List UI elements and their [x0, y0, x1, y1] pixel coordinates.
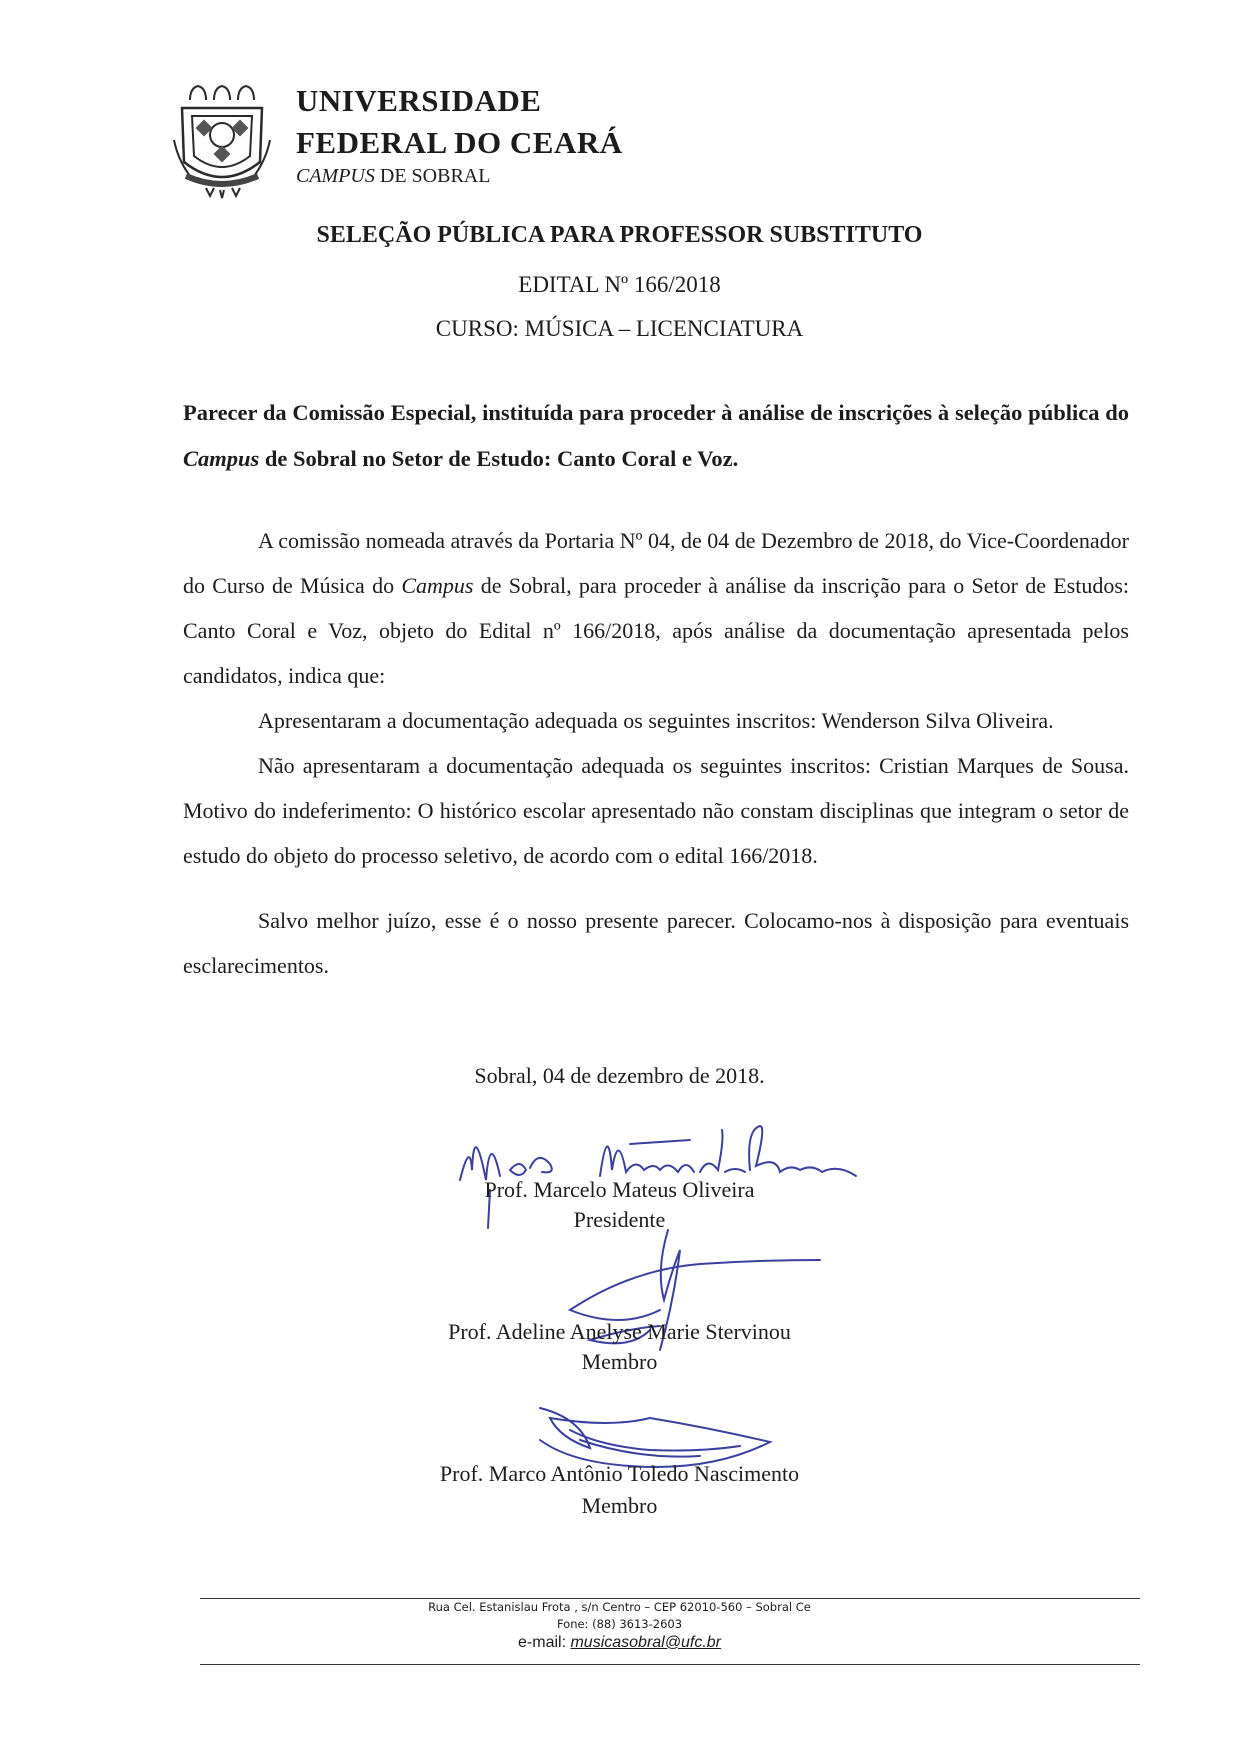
- course-name: CURSO: MÚSICA – LICENCIATURA: [435, 316, 804, 341]
- selection-title: SELEÇÃO PÚBLICA PARA PROFESSOR SUBSTITUTO: [316, 222, 923, 248]
- edital-number: EDITAL Nº 166/2018: [518, 272, 721, 297]
- footer-bottom-rule: [200, 1664, 1140, 1665]
- paragraph-commission-a: A comissão nomeada através da Portaria Nº 04, de 04 de Dezembro de 2018, do Vice-Coordenador do Curso de Música do: [183, 528, 1129, 598]
- signatory-role-2: Membro: [581, 1349, 658, 1374]
- paragraph-rejected: Não apresentaram a documentação adequada os seguintes inscritos: Cristian Marques de Sousa. Motivo do indeferimento: O histórico escolar apresentado não constam disciplinas que integram o setor de estudo do objeto do processo seletivo, de acordo com o edital 166/2018.: [183, 753, 1129, 868]
- signatory-name-3: Prof. Marco Antônio Toledo Nascimento: [439, 1461, 800, 1486]
- signatory-role-1: Presidente: [573, 1207, 666, 1232]
- footer-address: Rua Cel. Estanislau Frota , s/n Centro – CEP 62010-560 – Sobral Ce: [428, 1600, 811, 1614]
- parecer-campus: Campus: [183, 446, 260, 471]
- paragraph-closing: Salvo melhor juízo, esse é o nosso presente parecer. Colocamo-nos à disposição para eventuais esclarecimentos.: [183, 908, 1129, 978]
- paragraph-commission-campus: Campus: [401, 573, 474, 598]
- footer-phone: Fone: (88) 3613-2603: [556, 1617, 683, 1631]
- paragraph-approved: Apresentaram a documentação adequada os seguintes inscritos: Wenderson Silva Oliveira.: [258, 708, 1054, 733]
- paragraph-commission-b: de Sobral, para proceder à análise da inscrição para o Setor de Estudos: Canto Coral e Voz, objeto do Edital nº 166/2018, após análise da documentação apresentada pelos candidatos, indica que:: [183, 573, 1130, 688]
- parecer-heading: [183, 390, 1129, 482]
- document-date: Sobral, 04 de dezembro de 2018.: [474, 1063, 765, 1088]
- document-body: [183, 518, 1129, 988]
- university-name-line1: UNIVERSIDADE: [296, 83, 542, 118]
- university-name: [296, 80, 623, 164]
- signatory-name-1: Prof. Marcelo Mateus Oliveira: [484, 1177, 755, 1202]
- signatory-role-3: Membro: [581, 1493, 658, 1518]
- footer-email-link[interactable]: musicasobral@ufc.br: [570, 1634, 721, 1651]
- university-name-line2: FEDERAL DO CEARÁ: [296, 125, 623, 160]
- signatory-name-2: Prof. Adeline Anelyse Marie Stervinou: [448, 1319, 791, 1344]
- footer-email-label: e-mail:: [518, 1634, 571, 1651]
- campus-word: CAMPUS: [296, 165, 375, 187]
- signature-member-1: [540, 1220, 840, 1370]
- footer-email: [0, 1634, 1239, 1652]
- campus-name: [296, 165, 490, 188]
- university-crest-logo: [172, 80, 272, 202]
- footer-top-rule: [200, 1598, 1140, 1599]
- parecer-part1: Parecer da Comissão Especial, instituída para proceder à análise de inscrições à seleção pública do: [183, 400, 1129, 425]
- parecer-part2: de Sobral no Setor de Estudo: Canto Coral e Voz.: [259, 446, 739, 471]
- campus-rest: DE SOBRAL: [379, 165, 491, 187]
- paragraph-commission: [183, 518, 1129, 698]
